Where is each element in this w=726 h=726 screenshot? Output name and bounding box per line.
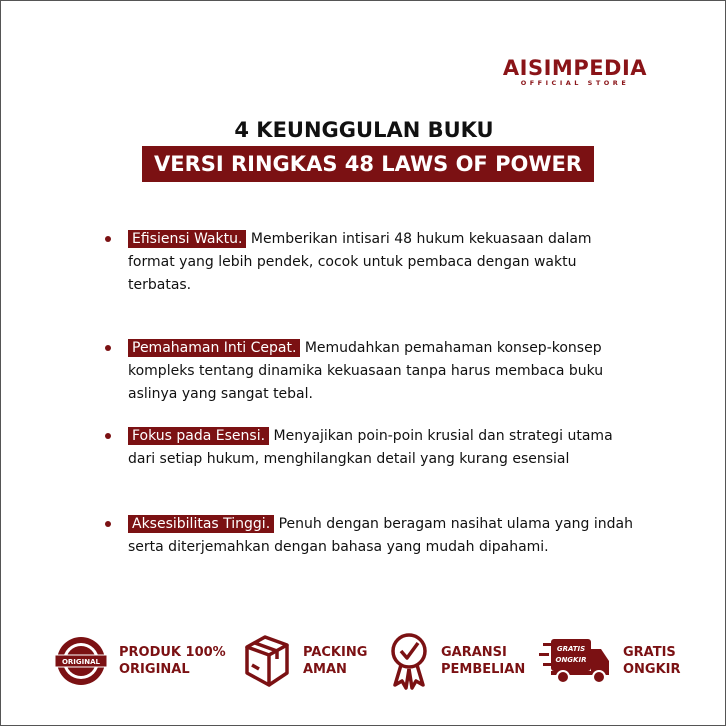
item-highlight: Efisiensi Waktu. (128, 230, 246, 248)
item-highlight: Pemahaman Inti Cepat. (128, 339, 300, 357)
item-highlight: Fokus pada Esensi. (128, 427, 269, 445)
feature-label-line1: PACKING (303, 645, 368, 660)
truck-text-1: GRATIS (556, 645, 586, 653)
list-item (105, 337, 635, 406)
item-text: Memberikan intisari 48 hukum kekuasaan dalam format yang lebih pendek, cocok untuk pembaca dengan waktu terbatas. (128, 231, 592, 293)
list-item (105, 228, 635, 297)
feature-label-line1: GARANSI (441, 645, 507, 660)
feature-ongkir (539, 631, 681, 691)
feature-original (55, 631, 226, 691)
feature-garansi (389, 631, 525, 691)
brand-name: AISIMPEDIA (502, 56, 648, 80)
truck-icon (539, 637, 611, 685)
feature-packing (243, 631, 367, 691)
bullet-icon (105, 236, 111, 242)
title-line1: 4 KEUNGGULAN BUKU (234, 118, 494, 142)
feature-label-line1: PRODUK 100% (119, 645, 226, 660)
brand-logo (489, 57, 661, 87)
original-badge-icon (55, 633, 107, 689)
bullet-icon (105, 345, 111, 351)
award-check-icon (389, 631, 429, 691)
feature-label-line2: AMAN (303, 662, 347, 677)
list-item (105, 513, 635, 559)
feature-label-line2: ONGKIR (623, 662, 681, 677)
feature-label-line2: ORIGINAL (119, 662, 190, 677)
feature-label-line1: GRATIS (623, 645, 676, 660)
item-text: Menyajikan poin-poin krusial dan strategi utama dari setiap hukum, menghilangkan detail yang kurang esensial (128, 428, 613, 467)
item-highlight: Aksesibilitas Tinggi. (128, 515, 274, 533)
feature-label-line2: PEMBELIAN (441, 662, 526, 677)
list-item (105, 425, 635, 471)
truck-text-2: ONGKIR (555, 656, 587, 664)
brand-tagline: OFFICIAL STORE (520, 79, 630, 87)
box-icon (243, 633, 291, 689)
bullet-icon (105, 521, 111, 527)
title-line2: VERSI RINGKAS 48 LAWS OF POWER (142, 146, 594, 182)
item-text: Memudahkan pemahaman konsep-konsep kompleks tentang dinamika kekuasaan tanpa harus membaca buku aslinya yang sangat tebal. (128, 340, 604, 402)
bullet-icon (105, 433, 111, 439)
item-text: Penuh dengan beragam nasihat ulama yang indah serta diterjemahkan dengan bahasa yang mudah dipahami. (128, 516, 633, 555)
badge-text: ORIGINAL (61, 658, 101, 666)
